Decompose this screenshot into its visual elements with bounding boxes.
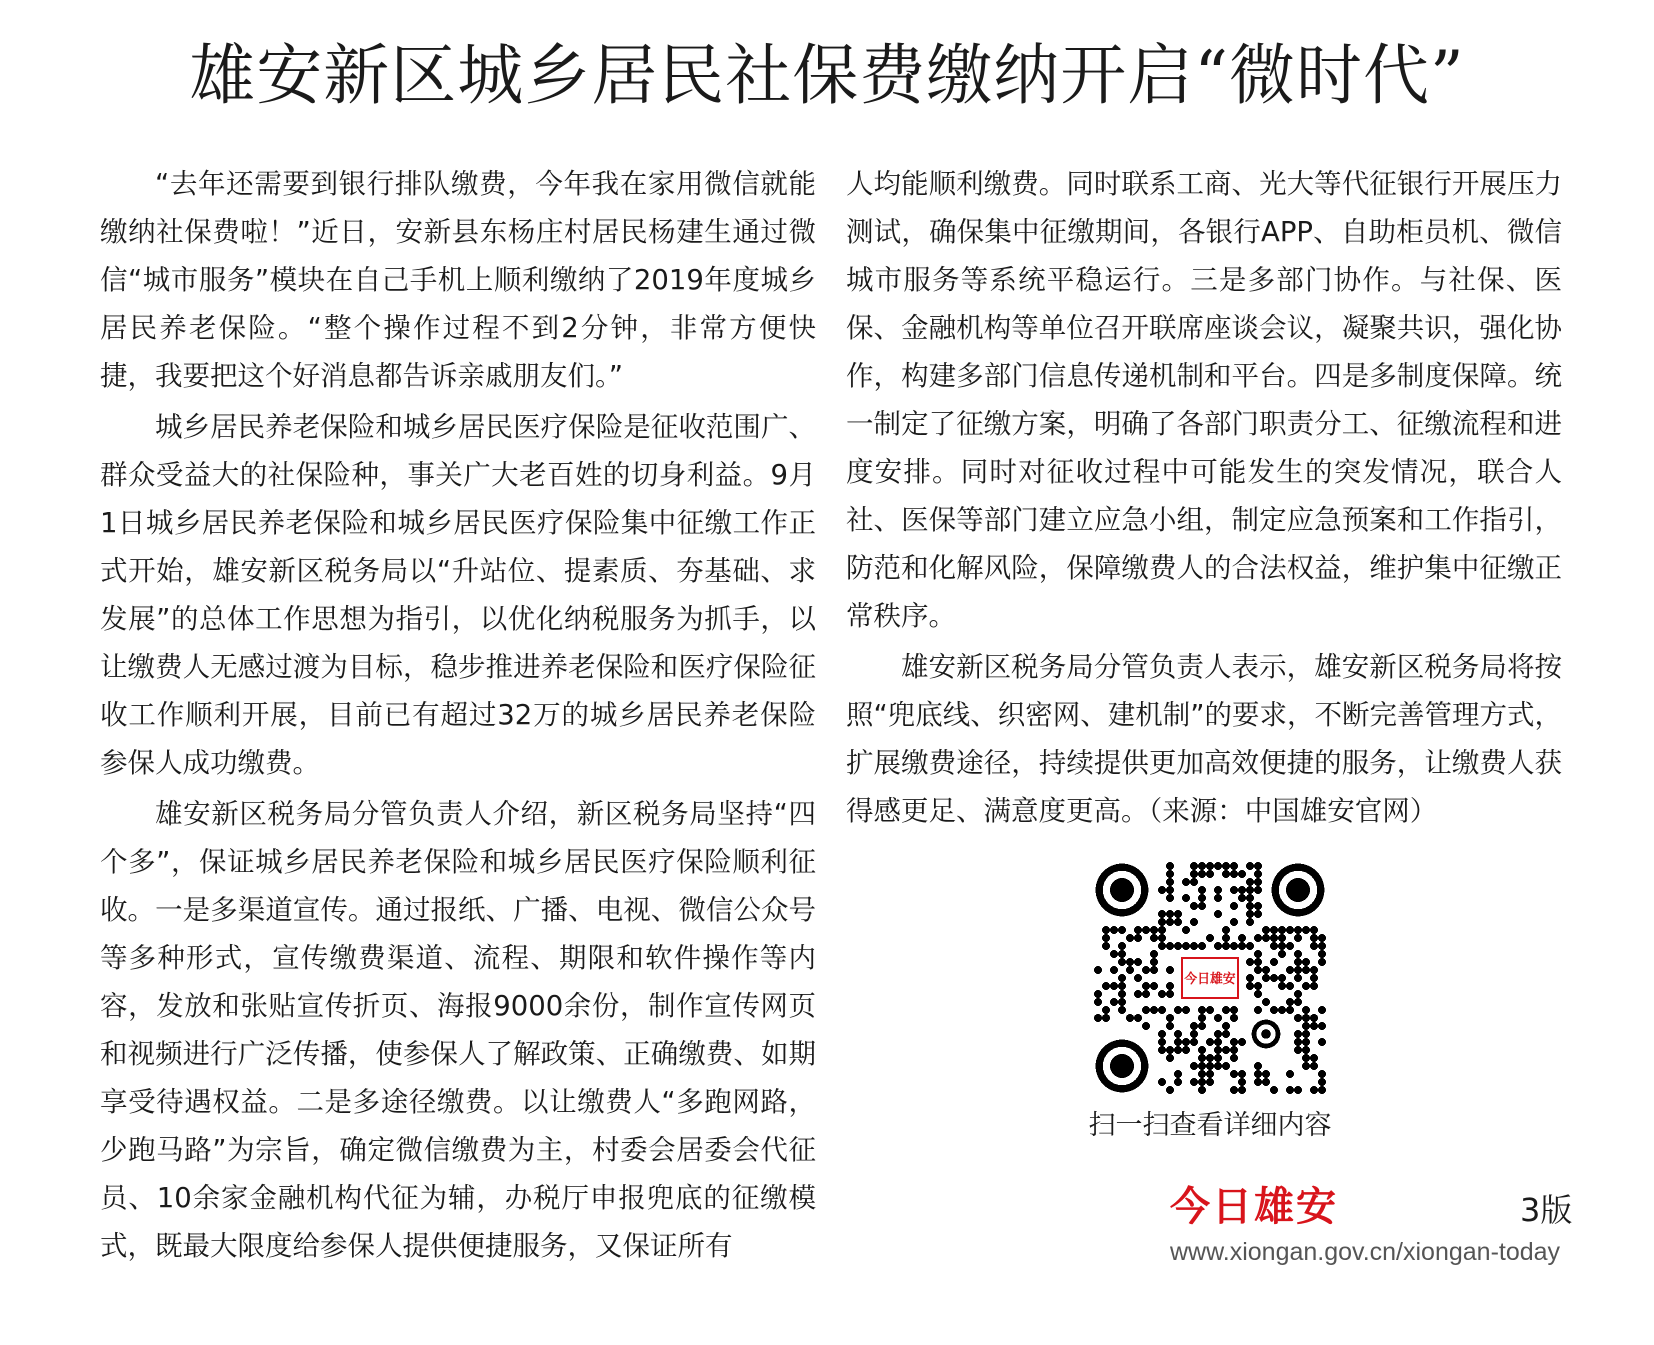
qr-module <box>1214 942 1222 950</box>
qr-module <box>1302 1014 1310 1022</box>
qr-module <box>1166 894 1174 902</box>
qr-module <box>1318 950 1326 958</box>
qr-module <box>1142 990 1150 998</box>
qr-module <box>1102 942 1110 950</box>
qr-module <box>1198 1054 1206 1062</box>
qr-module <box>1166 982 1174 990</box>
qr-module <box>1254 958 1262 966</box>
qr-module <box>1318 958 1326 966</box>
qr-module <box>1198 1022 1206 1030</box>
qr-module <box>1174 1030 1182 1038</box>
qr-module <box>1150 950 1158 958</box>
qr-module <box>1230 1046 1238 1054</box>
qr-module <box>1174 910 1182 918</box>
qr-module <box>1286 982 1294 990</box>
qr-module <box>1286 942 1294 950</box>
qr-module <box>1190 862 1198 870</box>
qr-module <box>1118 990 1126 998</box>
qr-module <box>1294 974 1302 982</box>
qr-module <box>1190 942 1198 950</box>
qr-module <box>1214 894 1222 902</box>
qr-module <box>1302 982 1310 990</box>
qr-module <box>1206 862 1214 870</box>
qr-module <box>1134 990 1142 998</box>
qr-finder-bottom-left <box>1096 1040 1149 1093</box>
qr-module <box>1246 958 1254 966</box>
qr-module <box>1294 1086 1302 1094</box>
qr-module <box>1270 1086 1278 1094</box>
qr-module <box>1254 862 1262 870</box>
qr-module <box>1166 886 1174 894</box>
qr-module <box>1278 926 1286 934</box>
qr-module <box>1318 1078 1326 1086</box>
qr-module <box>1158 910 1166 918</box>
qr-module <box>1110 966 1118 974</box>
qr-module <box>1222 934 1230 942</box>
qr-module <box>1198 870 1206 878</box>
qr-module <box>1310 974 1318 982</box>
qr-module <box>1230 870 1238 878</box>
qr-module <box>1302 1038 1310 1046</box>
qr-module <box>1206 1038 1214 1046</box>
qr-module <box>1134 974 1142 982</box>
qr-module <box>1158 1030 1166 1038</box>
qr-module <box>1246 878 1254 886</box>
qr-module <box>1254 1062 1262 1070</box>
qr-module <box>1198 1046 1206 1054</box>
qr-module <box>1174 918 1182 926</box>
qr-module <box>1230 902 1238 910</box>
qr-module <box>1270 1006 1278 1014</box>
qr-module <box>1166 862 1174 870</box>
qr-module <box>1238 886 1246 894</box>
qr-module <box>1294 990 1302 998</box>
qr-module <box>1214 862 1222 870</box>
qr-module <box>1270 926 1278 934</box>
page-number: 3版 <box>1520 1191 1573 1229</box>
qr-module <box>1302 1006 1310 1014</box>
qr-module <box>1246 982 1254 990</box>
qr-module <box>1254 990 1262 998</box>
qr-module <box>1094 1014 1102 1022</box>
qr-block <box>1090 862 1330 1142</box>
qr-center-logo <box>1179 955 1241 1001</box>
qr-module <box>1238 1086 1246 1094</box>
qr-module <box>1118 942 1126 950</box>
qr-module <box>1158 990 1166 998</box>
qr-module <box>1230 1014 1238 1022</box>
qr-module <box>1166 878 1174 886</box>
qr-module <box>1254 950 1262 958</box>
qr-module <box>1158 934 1166 942</box>
qr-module <box>1190 1078 1198 1086</box>
qr-module <box>1198 1078 1206 1086</box>
qr-module <box>1222 926 1230 934</box>
qr-alignment-mark <box>1252 1020 1281 1049</box>
qr-module <box>1302 1030 1310 1038</box>
qr-module <box>1254 1078 1262 1086</box>
qr-module <box>1182 926 1190 934</box>
qr-module <box>1254 886 1262 894</box>
qr-caption: 扫一扫查看详细内容 <box>1088 1110 1332 1141</box>
qr-module <box>1310 942 1318 950</box>
qr-module <box>1174 1070 1182 1078</box>
qr-module <box>1310 926 1318 934</box>
qr-module <box>1262 1070 1270 1078</box>
qr-module <box>1246 862 1254 870</box>
headline: 雄安新区城乡居民社保费缴纳开启“微时代” <box>189 37 1465 114</box>
qr-module <box>1262 926 1270 934</box>
qr-module <box>1318 1006 1326 1014</box>
article-column-left <box>100 160 816 1273</box>
qr-module <box>1294 926 1302 934</box>
qr-module <box>1318 1086 1326 1094</box>
qr-module <box>1158 942 1166 950</box>
qr-module <box>1254 902 1262 910</box>
qr-module <box>1238 1078 1246 1086</box>
qr-module <box>1110 998 1118 1006</box>
qr-module <box>1294 1046 1302 1054</box>
qr-module <box>1286 926 1294 934</box>
qr-module <box>1102 1006 1110 1014</box>
qr-module <box>1206 1006 1214 1014</box>
qr-module <box>1126 958 1134 966</box>
qr-module <box>1262 1078 1270 1086</box>
qr-module <box>1214 1038 1222 1046</box>
qr-module <box>1126 934 1134 942</box>
qr-module <box>1286 1086 1294 1094</box>
qr-module <box>1214 1062 1222 1070</box>
qr-module <box>1222 1006 1230 1014</box>
qr-module <box>1294 958 1302 966</box>
qr-module <box>1182 1006 1190 1014</box>
qr-module <box>1102 1014 1110 1022</box>
qr-module <box>1142 926 1150 934</box>
qr-module <box>1118 982 1126 990</box>
qr-module <box>1166 966 1174 974</box>
qr-module <box>1278 1006 1286 1014</box>
qr-module <box>1166 910 1174 918</box>
qr-module <box>1150 1006 1158 1014</box>
qr-module <box>1166 1054 1174 1062</box>
qr-module <box>1222 1022 1230 1030</box>
qr-module <box>1262 934 1270 942</box>
qr-module <box>1198 1006 1206 1014</box>
qr-module <box>1142 1006 1150 1014</box>
qr-module <box>1198 1086 1206 1094</box>
qr-module <box>1174 1038 1182 1046</box>
qr-module <box>1206 1078 1214 1086</box>
qr-module <box>1230 886 1238 894</box>
qr-module <box>1214 910 1222 918</box>
qr-module <box>1214 1046 1222 1054</box>
qr-module <box>1294 1030 1302 1038</box>
qr-module <box>1254 910 1262 918</box>
qr-module <box>1158 926 1166 934</box>
qr-module <box>1158 1038 1166 1046</box>
qr-module <box>1134 958 1142 966</box>
qr-module <box>1310 1014 1318 1022</box>
qr-module <box>1286 966 1294 974</box>
qr-module <box>1222 1030 1230 1038</box>
qr-module <box>1278 982 1286 990</box>
qr-module <box>1214 886 1222 894</box>
qr-module <box>1230 1006 1238 1014</box>
qr-module <box>1142 982 1150 990</box>
qr-module <box>1318 1038 1326 1046</box>
qr-module <box>1166 1022 1174 1030</box>
qr-module <box>1094 998 1102 1006</box>
qr-module <box>1158 918 1166 926</box>
qr-module <box>1174 942 1182 950</box>
qr-module <box>1310 966 1318 974</box>
qr-module <box>1174 1078 1182 1086</box>
qr-module <box>1190 878 1198 886</box>
qr-module <box>1134 926 1142 934</box>
qr-module <box>1190 1022 1198 1030</box>
qr-module <box>1230 1038 1238 1046</box>
qr-module <box>1230 918 1238 926</box>
qr-module <box>1270 934 1278 942</box>
paragraph: 城乡居民养老保险和城乡居民医疗保险是征收范围广、群众受益大的社保险种，事关广大老百姓的切身利益。9月1日城乡居民养老保险和城乡居民医疗保险集中征缴工作正式开始，雄安新区税务局以“升站位、提素质、夯基础、求发展”的总体工作思想为指引，以优化纳税服务为抓手，以让缴费人无感过渡为目标，稳步推进养老保险和医疗保险征收工作顺利开展，目前已有超过32万的城乡居民养老保险参保人成功缴费。 <box>100 411 816 779</box>
qr-module <box>1238 942 1246 950</box>
qr-module <box>1230 1070 1238 1078</box>
qr-module <box>1286 1006 1294 1014</box>
qr-module <box>1262 966 1270 974</box>
qr-module <box>1238 934 1246 942</box>
qr-module <box>1270 974 1278 982</box>
qr-module <box>1134 934 1142 942</box>
qr-module <box>1150 926 1158 934</box>
qr-module <box>1294 1038 1302 1046</box>
qr-module <box>1278 950 1286 958</box>
qr-module <box>1166 1086 1174 1094</box>
qr-module <box>1254 878 1262 886</box>
article-column-right <box>846 160 1562 838</box>
qr-module <box>1118 926 1126 934</box>
qr-module <box>1254 934 1262 942</box>
qr-module <box>1310 1086 1318 1094</box>
qr-module <box>1094 966 1102 974</box>
qr-module <box>1302 1062 1310 1070</box>
qr-module <box>1246 918 1254 926</box>
qr-module <box>1294 1014 1302 1022</box>
qr-module <box>1222 870 1230 878</box>
qr-code[interactable] <box>1094 862 1326 1094</box>
qr-module <box>1166 870 1174 878</box>
qr-module <box>1198 862 1206 870</box>
qr-module <box>1206 934 1214 942</box>
qr-module <box>1198 1070 1206 1078</box>
paragraph: “去年还需要到银行排队缴费，今年我在家用微信就能缴纳社保费啦！”近日，安新县东杨庄村居民杨建生通过微信“城市服务”模块在自己手机上顺利缴纳了2019年度城乡居民养老保险。“整个操作过程不到2分钟，非常方便快捷，我要把这个好消息都告诉亲戚朋友们。” <box>100 168 816 392</box>
qr-module <box>1166 942 1174 950</box>
qr-finder-top-left <box>1096 864 1149 917</box>
qr-module <box>1134 1014 1142 1022</box>
qr-module <box>1118 998 1126 1006</box>
qr-module <box>1318 1022 1326 1030</box>
qr-module <box>1262 998 1270 1006</box>
qr-module <box>1246 910 1254 918</box>
qr-module <box>1238 1070 1246 1078</box>
qr-module <box>1310 934 1318 942</box>
qr-module <box>1270 958 1278 966</box>
qr-module <box>1198 886 1206 894</box>
qr-module <box>1214 1030 1222 1038</box>
qr-module <box>1102 934 1110 942</box>
qr-module <box>1278 934 1286 942</box>
qr-logo-text: 今日雄安 <box>1184 971 1236 987</box>
qr-module <box>1294 966 1302 974</box>
qr-finder-top-right <box>1272 864 1325 917</box>
qr-module <box>1198 1014 1206 1022</box>
qr-module <box>1158 886 1166 894</box>
qr-module <box>1302 958 1310 966</box>
qr-module <box>1230 942 1238 950</box>
qr-module <box>1214 1014 1222 1022</box>
qr-module <box>1310 982 1318 990</box>
qr-module <box>1206 870 1214 878</box>
paragraph: 人均能顺利缴费。同时联系工商、光大等代征银行开展压力测试，确保集中征缴期间，各银行APP、自助柜员机、微信城市服务等系统平稳运行。三是多部门协作。与社保、医保、金融机构等单位召开联席座谈会议，凝聚共识，强化协作，构建多部门信息传递机制和平台。四是多制度保障。统一制定了征缴方案，明确了各部门职责分工、征缴流程和进度安排。同时对征收过程中可能发生的突发情况，联合人社、医保等部门建立应急小组，制定应急预案和工作指引，防范和化解风险，保障缴费人的合法权益，维护集中征缴正常秩序。 <box>846 168 1562 632</box>
qr-module <box>1094 990 1102 998</box>
qr-module <box>1182 1046 1190 1054</box>
qr-module <box>1150 934 1158 942</box>
qr-module <box>1238 1038 1246 1046</box>
qr-module <box>1302 1046 1310 1054</box>
qr-module <box>1238 870 1246 878</box>
qr-module <box>1254 870 1262 878</box>
qr-module <box>1278 974 1286 982</box>
qr-module <box>1198 894 1206 902</box>
qr-module <box>1230 1086 1238 1094</box>
qr-module <box>1150 958 1158 966</box>
qr-module <box>1110 950 1118 958</box>
qr-module <box>1230 862 1238 870</box>
qr-module <box>1190 902 1198 910</box>
qr-module <box>1118 950 1126 958</box>
qr-module <box>1246 894 1254 902</box>
qr-module <box>1310 1062 1318 1070</box>
publication-logo: 今日雄安 <box>1170 1183 1338 1230</box>
qr-module <box>1102 926 1110 934</box>
qr-module <box>1222 1046 1230 1054</box>
qr-module <box>1222 862 1230 870</box>
qr-module <box>1270 942 1278 950</box>
qr-module <box>1190 1062 1198 1070</box>
qr-module <box>1166 990 1174 998</box>
qr-module <box>1190 918 1198 926</box>
qr-module <box>1182 942 1190 950</box>
qr-module <box>1318 934 1326 942</box>
qr-module <box>1190 1038 1198 1046</box>
qr-module <box>1182 1038 1190 1046</box>
qr-module <box>1198 1062 1206 1070</box>
qr-module <box>1310 1054 1318 1062</box>
qr-module <box>1206 1062 1214 1070</box>
qr-module <box>1150 966 1158 974</box>
qr-module <box>1302 926 1310 934</box>
qr-module <box>1102 982 1110 990</box>
qr-module <box>1302 1022 1310 1030</box>
qr-module <box>1302 966 1310 974</box>
qr-module <box>1286 1070 1294 1078</box>
qr-module <box>1246 974 1254 982</box>
qr-module <box>1318 1070 1326 1078</box>
qr-module <box>1238 894 1246 902</box>
qr-module <box>1158 1006 1166 1014</box>
qr-module <box>1182 894 1190 902</box>
qr-module <box>1222 1062 1230 1070</box>
qr-module <box>1214 1054 1222 1062</box>
qr-module <box>1246 942 1254 950</box>
qr-module <box>1294 950 1302 958</box>
qr-module <box>1166 1014 1174 1022</box>
paragraph: 雄安新区税务局分管负责人表示，雄安新区税务局将按照“兜底线、织密网、建机制”的要求，不断完善管理方式，扩展缴费途径，持续提供更加高效便捷的服务，让缴费人获得感更足、满意度更高。（来源：中国雄安官网） <box>846 651 1562 827</box>
qr-module <box>1198 942 1206 950</box>
qr-module <box>1294 934 1302 942</box>
qr-module <box>1222 942 1230 950</box>
qr-module <box>1118 974 1126 982</box>
qr-module <box>1286 998 1294 1006</box>
qr-module <box>1254 1070 1262 1078</box>
qr-module <box>1182 878 1190 886</box>
qr-module <box>1126 1014 1134 1022</box>
qr-module <box>1126 966 1134 974</box>
footer-url[interactable]: www.xiongan.gov.cn/xiongan-today <box>1170 1238 1561 1266</box>
qr-module <box>1150 982 1158 990</box>
qr-module <box>1310 1022 1318 1030</box>
qr-module <box>1142 966 1150 974</box>
qr-module <box>1294 998 1302 1006</box>
qr-module <box>1230 1054 1238 1062</box>
qr-module <box>1158 1078 1166 1086</box>
qr-module <box>1246 886 1254 894</box>
qr-module <box>1206 1054 1214 1062</box>
qr-module <box>1254 982 1262 990</box>
qr-module <box>1254 966 1262 974</box>
qr-module <box>1318 942 1326 950</box>
qr-module <box>1118 958 1126 966</box>
qr-module <box>1302 1054 1310 1062</box>
paragraph: 雄安新区税务局分管负责人介绍，新区税务局坚持“四个多”，保证城乡居民养老保险和城乡居民医疗保险顺利征收。一是多渠道宣传。通过报纸、广播、电视、微信公众号等多种形式，宣传缴费渠道、流程、期限和软件操作等内容，发放和张贴宣传折页、海报9000余份，制作宣传网页和视频进行广泛传播，使参保人了解政策、正确缴费、如期享受待遇权益。二是多途径缴费。以让缴费人“多跑网路，少跑马路”为宗旨，确定微信缴费为主，村委会居委会代征员、10余家金融机构代征为辅，办税厅申报兜底的征缴模式，既最大限度给参保人提供便捷服务，又保证所有 <box>100 798 816 1262</box>
qr-module <box>1174 1006 1182 1014</box>
qr-module <box>1206 1070 1214 1078</box>
qr-module <box>1278 942 1286 950</box>
qr-module <box>1190 1030 1198 1038</box>
qr-module <box>1246 902 1254 910</box>
qr-module <box>1190 870 1198 878</box>
qr-module <box>1166 918 1174 926</box>
qr-module <box>1166 1046 1174 1054</box>
qr-module <box>1262 974 1270 982</box>
qr-module <box>1174 1046 1182 1054</box>
qr-module <box>1110 982 1118 990</box>
qr-module <box>1110 926 1118 934</box>
qr-module <box>1142 1022 1150 1030</box>
qr-module <box>1198 902 1206 910</box>
qr-module <box>1158 1046 1166 1054</box>
qr-module <box>1254 1006 1262 1014</box>
qr-module <box>1118 1006 1126 1014</box>
